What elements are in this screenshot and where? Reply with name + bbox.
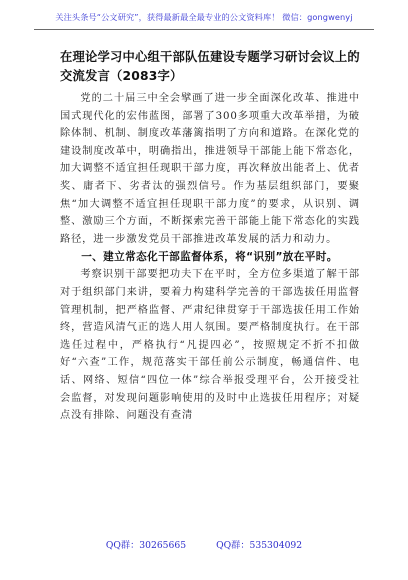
document-title: 在理论学习中心组干部队伍建设专题学习研讨会议上的交流发言（2083字） bbox=[60, 50, 360, 83]
header-promo-note: 关注头条号“公文研究”，获得最新最全最专业的公文资料库！ 微信：gongwenyj bbox=[55, 12, 353, 22]
section-heading: 一、建立常态化干部监督体系，将“识别”放在平时。 bbox=[81, 251, 338, 264]
document-body bbox=[60, 48, 360, 425]
footer-contact bbox=[0, 537, 408, 551]
intro-paragraph: 党的二十届三中全会擘画了进一步全面深化改革、推进中国式现代化的宏伟蓝图，部署了300多项重大改革举措，为破除体制、机制、制度改革藩篱指明了方向和道路。在深化党的建设制度改革中，明确指出，推进领导干部能上能下常态化，加大调整不适宜担任现职干部力度，再次释放出能者上、优者奖、庸者下、劣者汰的强烈信号。作为基层组织部门，要聚焦“加大调整不适宜担任现职干部力度”的要求，从识别、调整、激励三个方面，不断探索完善干部能上能下常态化的实践路径，进一步激发党员干部推进改革发展的活力和动力。 bbox=[60, 93, 360, 245]
qq-group-1: QQ群：30265665 bbox=[105, 540, 187, 551]
qq-group-2: QQ群：535304092 bbox=[216, 540, 303, 551]
header-divider bbox=[34, 29, 374, 30]
section-paragraph: 考察识别干部要把功夫下在平时，全方位多渠道了解干部对于组织部门来讲，要着力构建科学完善的干部选拔任用监督管理机制，把严格监督、严肃纪律贯穿于干部选拔任用工作始终，营造风清气正的选人用人氛围。要严格制度执行。在干部选任过程中，严格执行“凡提四必”，按照规定不折不扣做好“六查”工作，规范落实干部任前公示制度，畅通信件、电话、网络、短信“四位一体”综合举报受理平台，公开接受社会监督，对发现问题影响使用的及时中止选拔任用程序；对疑点没有排除、问题没有查清 bbox=[60, 269, 360, 422]
